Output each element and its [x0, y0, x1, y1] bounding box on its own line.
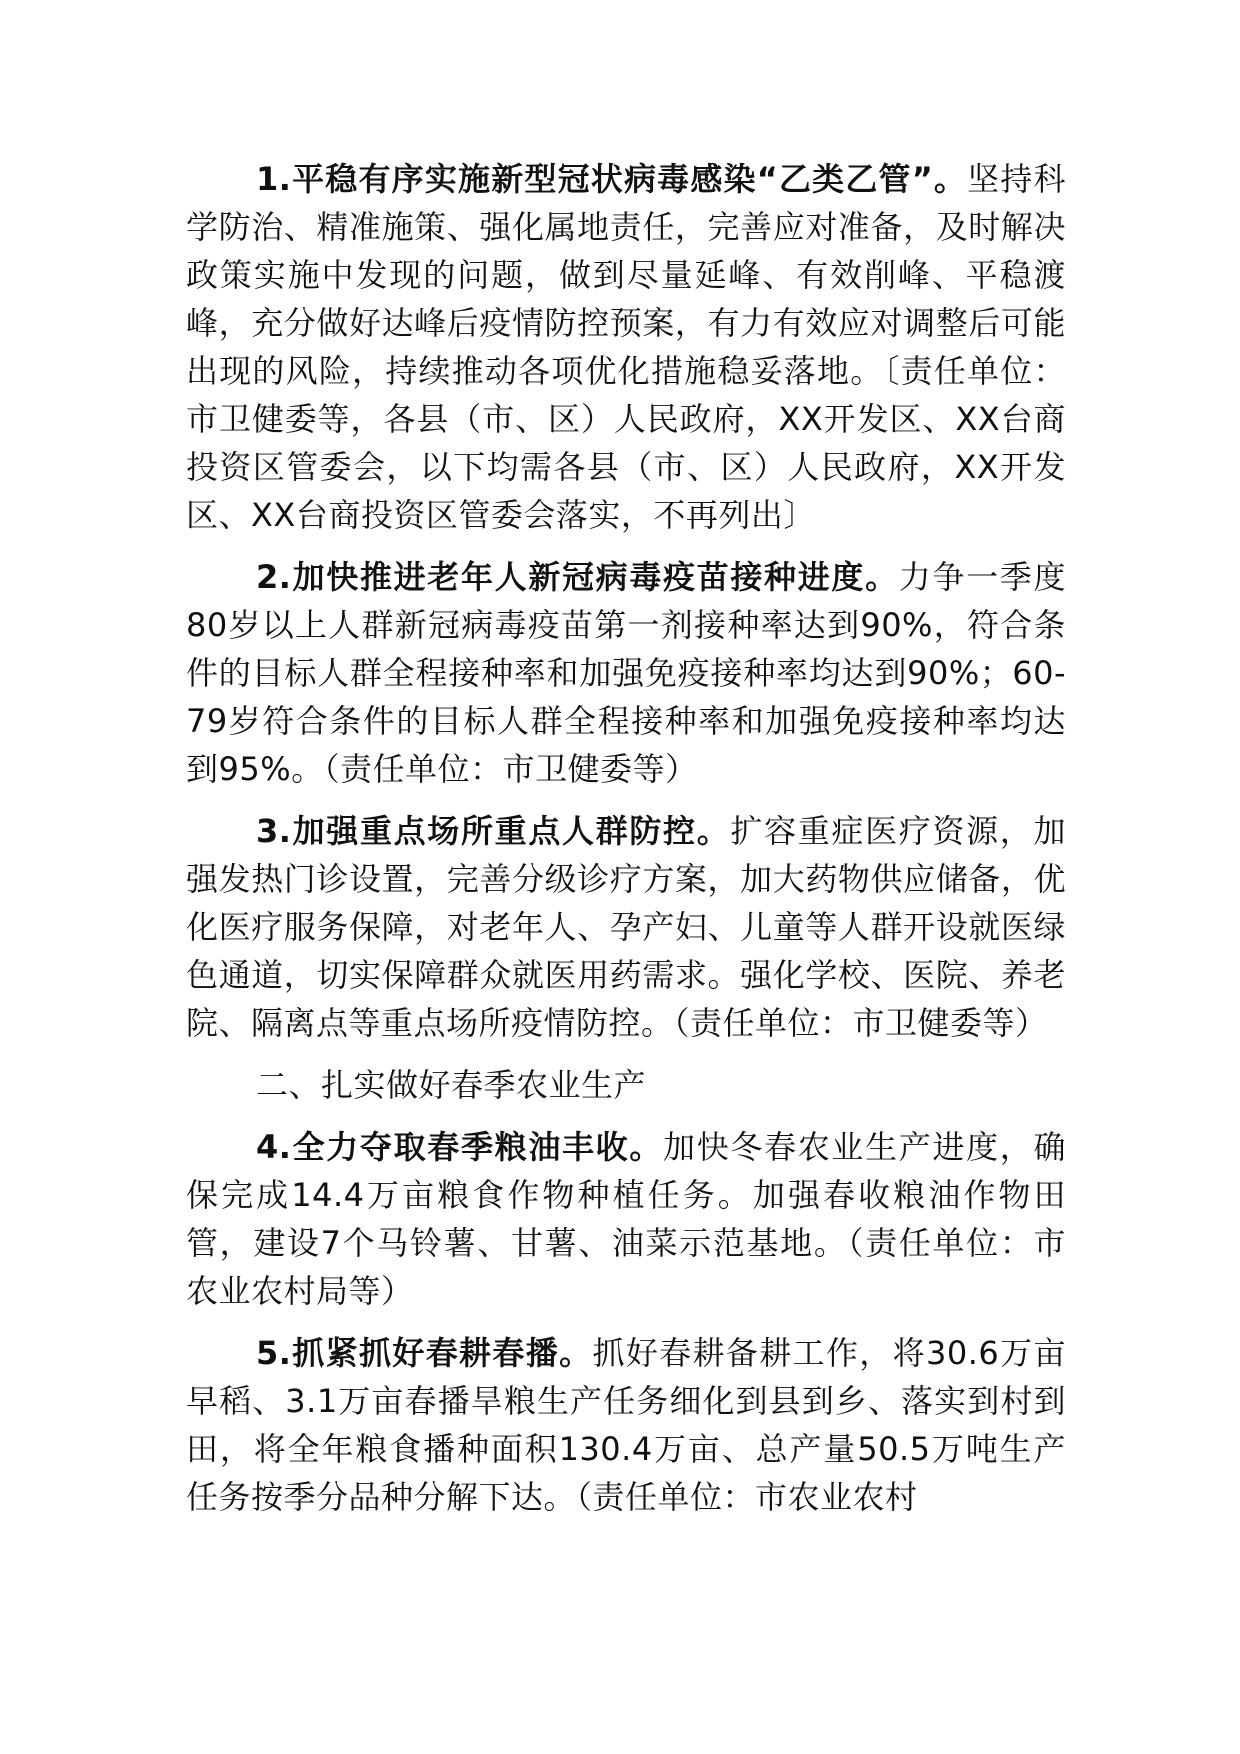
- item-1-heading: 1.平稳有序实施新型冠状病毒感染“乙类乙管”。: [256, 160, 968, 198]
- item-2-text: 力争一季度80岁以上人群新冠病毒疫苗第一剂接种率达到90%，符合条件的目标人群全程接种率和加强免疫接种率均达到90%；60-79岁符合条件的目标人群全程接种率和加强免疫接种率均达到95%。（责任单位：市卫健委等）: [186, 558, 1066, 788]
- item-3-heading: 3.加强重点场所重点人群防控。: [256, 812, 731, 850]
- item-5-text: 抓好春耕备耕工作，将30.6万亩早稻、3.1万亩春播旱粮生产任务细化到县到乡、落实到村到田，将全年粮食播种面积130.4万亩、总产量50.5万吨生产任务按季分品种分解下达。（责任单位：市农业农村: [186, 1334, 1066, 1516]
- paragraph-item-3: [186, 807, 1066, 1047]
- paragraph-item-5: [186, 1329, 1066, 1521]
- paragraph-item-2: [186, 553, 1066, 793]
- item-2-heading: 2.加快推进老年人新冠病毒疫苗接种进度。: [256, 558, 899, 596]
- document-body: [186, 155, 1066, 1535]
- paragraph-item-1: [186, 155, 1066, 539]
- item-4-text: 加快冬春农业生产进度，确保完成14.4万亩粮食作物种植任务。加强春收粮油作物田管，建设7个马铃薯、甘薯、油菜示范基地。（责任单位：市农业农村局等）: [186, 1128, 1066, 1310]
- item-1-text: 坚持科学防治、精准施策、强化属地责任，完善应对准备，及时解决政策实施中发现的问题，做到尽量延峰、有效削峰、平稳渡峰，充分做好达峰后疫情防控预案，有力有效应对调整后可能出现的风险，持续推动各项优化措施稳妥落地。〔责任单位：市卫健委等，各县（市、区）人民政府，XX开发区、XX台商投资区管委会，以下均需各县（市、区）人民政府，XX开发区、XX台商投资区管委会落实，不再列出〕: [186, 160, 1066, 534]
- item-3-text: 扩容重症医疗资源，加强发热门诊设置，完善分级诊疗方案，加大药物供应储备，优化医疗服务保障，对老年人、孕产妇、儿童等人群开设就医绿色通道，切实保障群众就医用药需求。强化学校、医院、养老院、隔离点等重点场所疫情防控。（责任单位：市卫健委等）: [186, 812, 1066, 1042]
- item-5-heading: 5.抓紧抓好春耕春播。: [256, 1334, 593, 1372]
- section-heading: 二、扎实做好春季农业生产: [256, 1066, 647, 1104]
- paragraph-item-4: [186, 1123, 1066, 1315]
- item-4-heading: 4.全力夺取春季粮油丰收。: [256, 1128, 664, 1166]
